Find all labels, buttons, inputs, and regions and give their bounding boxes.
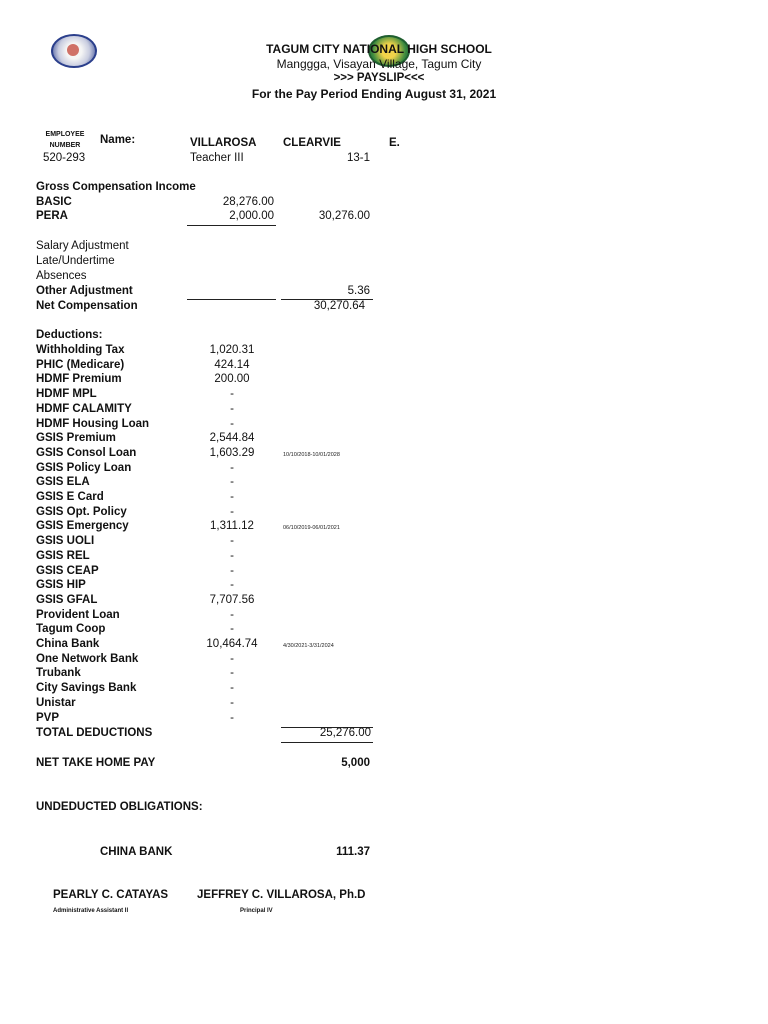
deduction-value: 200.00 bbox=[214, 373, 250, 386]
deduction-value: 10,464.74 bbox=[206, 638, 258, 650]
deduction-value: - bbox=[230, 696, 234, 709]
late-undertime-label: Late/Undertime bbox=[36, 255, 115, 267]
net-take-home-value: 5,000 bbox=[341, 757, 370, 769]
deduction-value: - bbox=[230, 564, 234, 577]
name-label: Name: bbox=[100, 134, 136, 146]
deduction-label: One Network Bank bbox=[36, 652, 139, 665]
employee-number: 520-293 bbox=[43, 152, 86, 164]
deduction-value: - bbox=[230, 623, 234, 636]
pay-period: For the Pay Period Ending August 31, 2021 bbox=[251, 87, 497, 101]
pera-label: PERA bbox=[36, 210, 68, 222]
net-compensation-label: Net Compensation bbox=[36, 300, 138, 312]
basic-label: BASIC bbox=[36, 196, 72, 208]
deduction-label: HDMF MPL bbox=[36, 388, 97, 401]
total-deductions-underline bbox=[281, 742, 373, 743]
basic-value: 28,276.00 bbox=[222, 196, 274, 208]
signatory-right-name: JEFFREY C. VILLAROSA, Ph.D bbox=[197, 889, 366, 901]
deduction-value: 424.14 bbox=[214, 358, 250, 371]
deduction-value: - bbox=[230, 682, 234, 695]
deduction-value: - bbox=[230, 491, 234, 503]
absences-label: Absences bbox=[36, 270, 87, 282]
school-name: TAGUM CITY NATIONAL HIGH SCHOOL bbox=[266, 42, 492, 56]
employee-first-name: CLEARVIE bbox=[283, 137, 341, 149]
deduction-value: - bbox=[230, 402, 234, 415]
payslip-title: >>> PAYSLIP<<< bbox=[333, 72, 425, 84]
deduction-value: 1,311.12 bbox=[210, 520, 254, 533]
deduction-label: PVP bbox=[36, 711, 60, 724]
deduction-label: GSIS E Card bbox=[36, 491, 104, 503]
gross-underline bbox=[187, 225, 276, 226]
net-take-home-label: NET TAKE HOME PAY bbox=[36, 757, 156, 769]
total-deductions-value: 25,276.00 bbox=[319, 727, 371, 739]
other-adjustment-value: 5.36 bbox=[347, 285, 370, 297]
salary-adjustment-label: Salary Adjustment bbox=[36, 240, 129, 252]
deduction-value: - bbox=[230, 388, 234, 401]
deduction-period-note: 10/10/2018-10/01/2028 bbox=[283, 451, 340, 458]
deduction-value: - bbox=[230, 579, 234, 592]
deduction-value: - bbox=[230, 608, 234, 621]
deduction-label: HDMF Housing Loan bbox=[36, 417, 150, 430]
deduction-label: GSIS Premium bbox=[36, 432, 116, 445]
deduction-period-note: 06/10/2019-06/01/2021 bbox=[283, 525, 340, 532]
deduction-label: HDMF Premium bbox=[36, 373, 122, 386]
deduction-label: GSIS Consol Loan bbox=[36, 446, 137, 459]
employee-number-label: EMPLOYEE bbox=[45, 131, 85, 138]
pera-value: 2,000.00 bbox=[229, 210, 274, 222]
employee-last-name: VILLAROSA bbox=[190, 137, 257, 149]
gross-heading: Gross Compensation Income bbox=[36, 181, 196, 193]
deduction-label: City Savings Bank bbox=[36, 682, 137, 695]
deductions-heading: Deductions: bbox=[36, 329, 103, 341]
deduction-value: 7,707.56 bbox=[209, 593, 255, 606]
deduction-value: - bbox=[230, 476, 234, 489]
deduction-label: GSIS Policy Loan bbox=[36, 461, 132, 474]
gross-total: 30,276.00 bbox=[318, 210, 370, 222]
deduction-label: GSIS CEAP bbox=[36, 564, 99, 577]
deduction-value: 1,020.31 bbox=[209, 344, 255, 356]
deduction-period-note: 4/30/2021-3/31/2024 bbox=[283, 643, 334, 649]
deduction-value: - bbox=[230, 505, 234, 518]
deduction-value: - bbox=[230, 711, 234, 724]
signatory-right-title: Principal IV bbox=[240, 908, 273, 914]
net-compensation-value: 30,270.64 bbox=[313, 300, 365, 312]
deduction-value: - bbox=[230, 461, 234, 474]
deduction-label: GSIS Opt. Policy bbox=[36, 505, 127, 518]
signatory-left-title: Administrative Assistant II bbox=[53, 908, 129, 914]
deduction-label: PHIC (Medicare) bbox=[36, 358, 125, 371]
undeducted-heading: UNDEDUCTED OBLIGATIONS: bbox=[36, 801, 203, 813]
deduction-value: - bbox=[230, 667, 234, 680]
deduction-label: GSIS UOLI bbox=[36, 535, 95, 548]
deduction-value: - bbox=[230, 652, 234, 665]
employee-middle-initial: E. bbox=[389, 137, 400, 149]
other-adjustment-label: Other Adjustment bbox=[36, 285, 133, 297]
deduction-label: Provident Loan bbox=[36, 608, 120, 621]
deduction-label: GSIS GFAL bbox=[36, 593, 98, 606]
deduction-label: Trubank bbox=[36, 667, 81, 680]
deduction-value: 2,544.84 bbox=[209, 432, 255, 445]
deduction-value: - bbox=[230, 535, 234, 548]
employee-number-label-2: NUMBER bbox=[49, 142, 81, 149]
undeducted-china-bank-label: CHINA BANK bbox=[100, 846, 173, 858]
undeducted-china-bank-value: 111.37 bbox=[336, 846, 370, 858]
school-address: Manggga, Visayan Village, Tagum City bbox=[276, 57, 482, 71]
deduction-label: Unistar bbox=[36, 696, 76, 709]
deduction-label: HDMF CALAMITY bbox=[36, 402, 132, 415]
deduction-value: 1,603.29 bbox=[209, 446, 255, 459]
deduction-value: - bbox=[230, 417, 234, 430]
total-deductions-label: TOTAL DEDUCTIONS bbox=[36, 727, 153, 739]
deduction-label: China Bank bbox=[36, 638, 100, 650]
deduction-label: GSIS REL bbox=[36, 549, 90, 562]
salary-grade: 13-1 bbox=[346, 152, 370, 164]
employee-position: Teacher III bbox=[190, 152, 244, 164]
deduction-label: GSIS HIP bbox=[36, 579, 86, 592]
deduction-label: Withholding Tax bbox=[36, 344, 125, 356]
signatory-left-name: PEARLY C. CATAYAS bbox=[53, 889, 169, 901]
deduction-label: GSIS Emergency bbox=[36, 520, 129, 533]
deduction-value: - bbox=[230, 549, 234, 562]
deduction-label: Tagum Coop bbox=[36, 623, 106, 636]
deduction-label: GSIS ELA bbox=[36, 476, 90, 489]
adjustment-line-left bbox=[187, 299, 276, 300]
